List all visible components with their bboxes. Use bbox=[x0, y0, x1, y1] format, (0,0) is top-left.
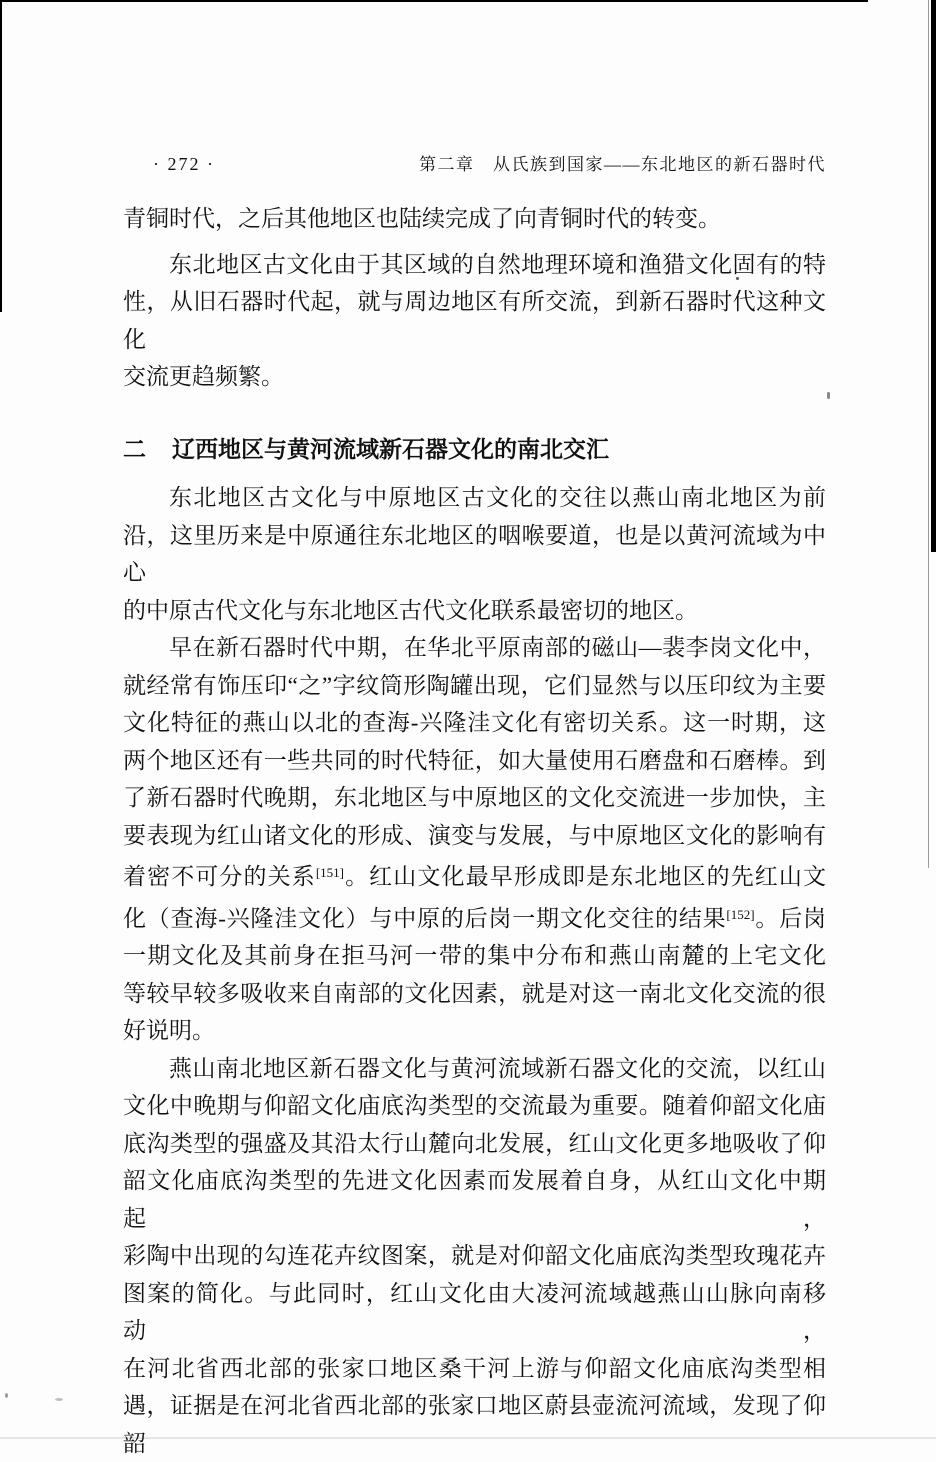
footnote-ref-152: [152] bbox=[726, 906, 755, 922]
scan-border-left bbox=[0, 0, 2, 312]
body-line: 两个地区还有一些共同的时代特征，如大量使用石磨盘和石磨棒。到 bbox=[123, 747, 826, 773]
body-line: 一期文化及其前身在拒马河一带的集中分布和燕山南麓的上宅文化 bbox=[123, 943, 826, 968]
body-line: 了新石器时代晚期，东北地区与中原地区的文化交流进一步加快，主 bbox=[123, 785, 826, 810]
body-line: 好说明。 bbox=[123, 1018, 215, 1043]
body-line: 东北地区古文化由于其区域的自然地理环境和渔猎文化固有的特 bbox=[169, 251, 826, 277]
scan-border-top bbox=[0, 0, 868, 2]
section-number: 二 bbox=[123, 435, 146, 462]
scan-speck bbox=[827, 392, 830, 399]
body-line-with-footnote bbox=[123, 854, 826, 896]
body-line: 遇，证据是在河北省西北部的张家口地区蔚县壶流河流域，发现了仰韶 bbox=[123, 1393, 826, 1456]
chapter-header-title: 第二章 从氏族到国家——东北地区的新石器时代 bbox=[419, 155, 826, 174]
scan-border-right bbox=[931, 0, 936, 552]
line-text: 着密不可分的关系 bbox=[123, 864, 316, 889]
body-line: 图案的简化。与此同时，红山文化由大凌河流域越燕山山脉向南移动， bbox=[123, 1280, 826, 1343]
line-text: 。后岗 bbox=[754, 905, 826, 931]
section-title: 辽西地区与黄河流域新石器文化的南北交汇 bbox=[172, 435, 609, 462]
body-line: 要表现为红山诸文化的形成、演变与发展，与中原地区文化的影响有 bbox=[123, 822, 826, 848]
body-line: 文化特征的燕山以北的查海-兴隆洼文化有密切关系。这一时期，这 bbox=[123, 710, 826, 735]
line-text: 。红山文化最早形成即是东北地区的先红山文 bbox=[343, 864, 827, 889]
section-heading bbox=[123, 431, 826, 469]
body-line: 青铜时代，之后其他地区也陆续完成了向青铜时代的转变。 bbox=[123, 206, 721, 231]
body-line: 彩陶中出现的勾连花卉纹图案，就是对仰韶文化庙底沟类型玫瑰花卉 bbox=[123, 1243, 826, 1268]
scan-speck bbox=[5, 1393, 8, 1398]
scan-line-right bbox=[928, 0, 929, 868]
scan-speck bbox=[55, 1398, 63, 1401]
body-line: 文化中晚期与仰韶文化庙底沟类型的交流最为重要。随着仰韶文化庙 bbox=[123, 1093, 826, 1118]
body-line: 沿，这里历来是中原通往东北地区的咽喉要道，也是以黄河流域为中心 bbox=[123, 522, 826, 585]
body-line: 韶文化庙底沟类型的先进文化因素而发展着自身，从红山文化中期起， bbox=[123, 1168, 826, 1231]
body-line: 就经常有饰压印“之”字纹筒形陶罐出现，它们显然与以压印纹为主要 bbox=[123, 672, 826, 698]
body-line: 性，从旧石器时代起，就与周边地区有所交流，到新石器时代这种文化 bbox=[123, 289, 826, 352]
body-line: 等较早较多吸收来自南部的文化因素，就是对这一南北文化交流的很 bbox=[123, 980, 826, 1006]
body-line: 在河北省西北部的张家口地区桑干河上游与仰韶文化庙底沟类型相 bbox=[123, 1355, 826, 1381]
footnote-ref-151: [151] bbox=[315, 865, 344, 880]
page-body bbox=[123, 200, 826, 1462]
body-line-with-footnote bbox=[123, 896, 826, 938]
line-text: 化（查海-兴隆洼文化）与中原的后岗一期文化交往的结果 bbox=[123, 905, 727, 931]
body-line: 燕山南北地区新石器文化与黄河流域新石器文化的交流，以红山 bbox=[169, 1055, 826, 1081]
page-number: · 272 · bbox=[153, 154, 215, 174]
body-line: 交流更趋频繁。 bbox=[123, 364, 284, 389]
body-line: 东北地区古文化与中原地区古文化的交往以燕山南北地区为前 bbox=[169, 485, 826, 510]
body-line: 早在新石器时代中期，在华北平原南部的磁山—裴李岗文化中， bbox=[169, 635, 826, 660]
body-line: 的中原古代文化与东北地区古代文化联系最密切的地区。 bbox=[123, 597, 698, 623]
body-line: 底沟类型的强盛及其沿太行山麓向北发展，红山文化更多地吸收了仰 bbox=[123, 1130, 826, 1156]
running-header bbox=[123, 150, 826, 175]
